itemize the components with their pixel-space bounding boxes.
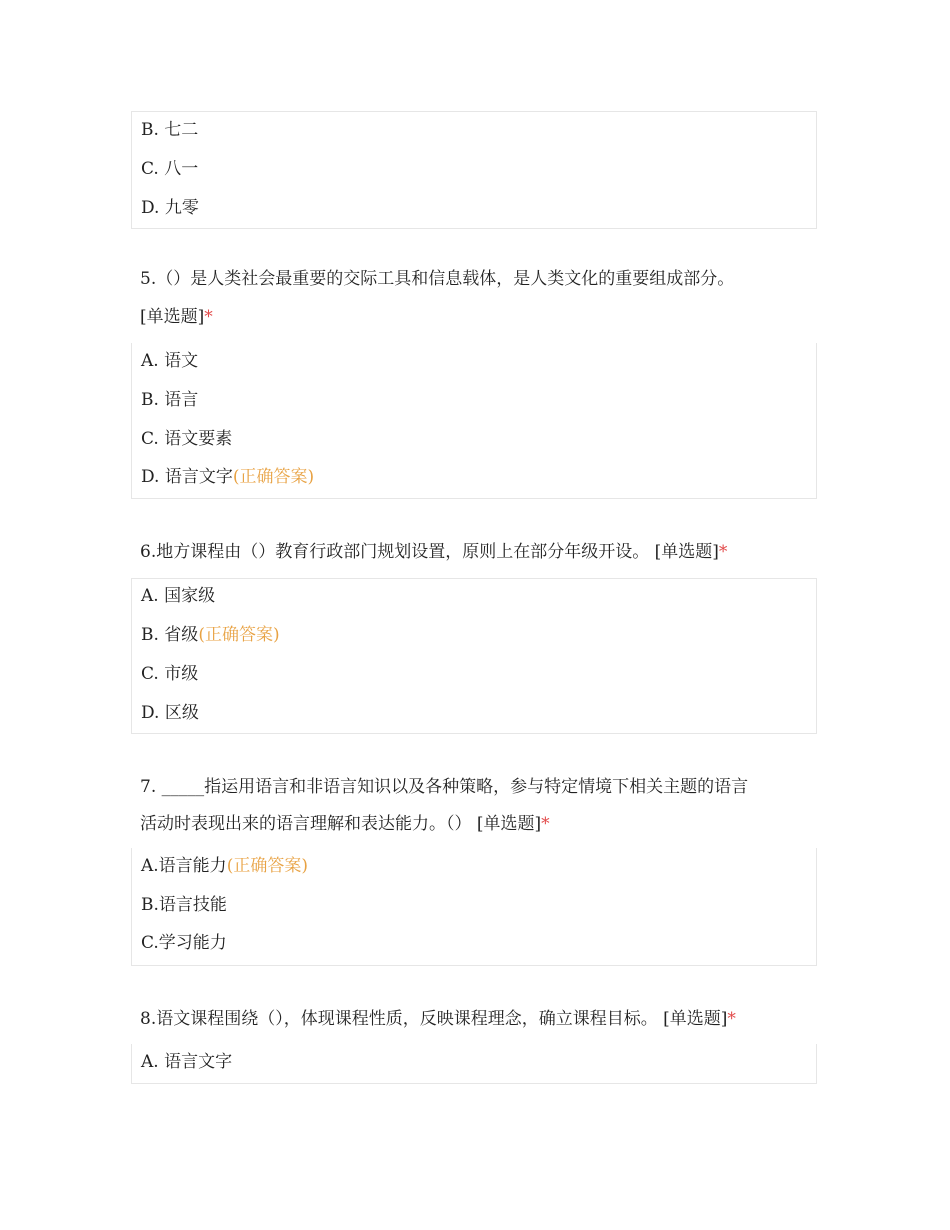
- q5-title-line1: 5.（）是人类社会最重要的交际工具和信息载体，是人类文化的重要组成部分。: [140, 269, 735, 289]
- q8-option-a[interactable]: A. 语言文字: [141, 1052, 233, 1072]
- required-mark: *: [718, 542, 728, 562]
- q5-option-b[interactable]: B. 语言: [141, 390, 199, 410]
- q7-options: [131, 848, 817, 966]
- q4-option-d[interactable]: D. 九零: [141, 198, 199, 218]
- required-mark: *: [204, 307, 213, 327]
- q5-option-d[interactable]: D. 语言文字(正确答案): [141, 467, 315, 487]
- q8-title: 8.语文课程围绕（），体现课程性质，反映课程理念，确立课程目标。 [单选题]*: [140, 1009, 736, 1029]
- q6-title: 6.地方课程由（）教育行政部门规划设置，原则上在部分年级开设。 [单选题]*: [140, 542, 728, 562]
- q6-option-a[interactable]: A. 国家级: [141, 586, 216, 606]
- q5-option-c[interactable]: C. 语文要素: [141, 429, 233, 449]
- q7-title-line1: 7. _____指运用语言和非语言知识以及各种策略，参与特定情境下相关主题的语言: [140, 777, 749, 797]
- q6-option-d[interactable]: D. 区级: [141, 703, 199, 723]
- required-mark: *: [727, 1009, 736, 1029]
- q8-options: [131, 1044, 817, 1084]
- correct-answer-label: (正确答案): [198, 625, 280, 645]
- q7-option-a[interactable]: A.语言能力(正确答案): [141, 856, 308, 876]
- correct-answer-label: (正确答案): [226, 856, 308, 876]
- correct-answer-label: (正确答案): [232, 467, 315, 487]
- q5-options: [131, 343, 817, 499]
- q5-title-line2: [单选题]*: [140, 307, 213, 327]
- required-mark: *: [541, 814, 550, 834]
- q4-option-b[interactable]: B. 七二: [141, 120, 199, 140]
- q7-title-line2: 活动时表现出来的语言理解和表达能力。（） [单选题]*: [140, 814, 550, 834]
- q4-option-c[interactable]: C. 八一: [141, 159, 199, 179]
- q6-options: [131, 578, 817, 734]
- q6-option-c[interactable]: C. 市级: [141, 664, 199, 684]
- q5-option-a[interactable]: A. 语文: [141, 351, 199, 371]
- q7-option-b[interactable]: B.语言技能: [141, 895, 227, 915]
- q4-options: [131, 111, 817, 229]
- q6-option-b[interactable]: B. 省级(正确答案): [141, 625, 280, 645]
- q7-option-c[interactable]: C.学习能力: [141, 933, 227, 953]
